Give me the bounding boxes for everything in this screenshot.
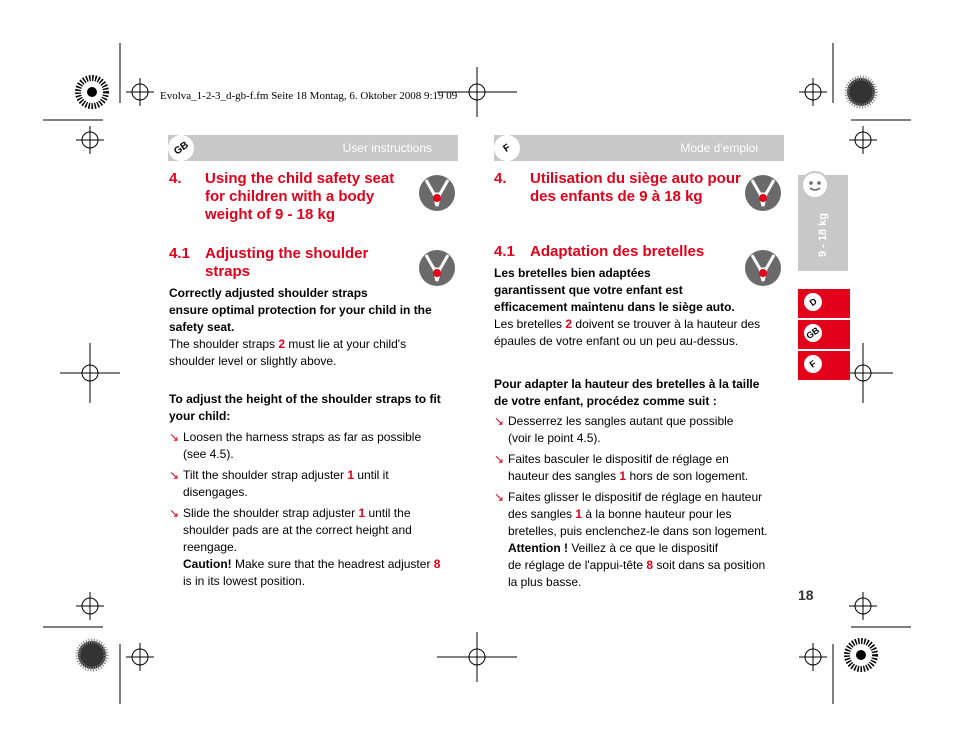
seat-harness-icon bbox=[744, 174, 782, 212]
tab-language-f[interactable]: F bbox=[798, 351, 850, 380]
page-number: 18 bbox=[798, 587, 814, 603]
chapter-title-right: Utilisation du siège auto pour des enfants de 9 à 18 kg bbox=[530, 170, 741, 205]
steps-left bbox=[169, 429, 459, 590]
tab-language-gb[interactable]: GB bbox=[798, 320, 850, 349]
bar-title-left: User instructions bbox=[342, 141, 432, 155]
lang-badge-gb: GB bbox=[168, 135, 194, 161]
section-title-left: Adjusting the shoulder straps bbox=[205, 245, 369, 280]
list-item: ↘ Slide the shoulder strap adjuster 1 until the shoulder pads are at the correct height and reengage. Caution! Make sure that the headrest adjuster 8 is in its lowest position. bbox=[169, 506, 441, 588]
chapter-number-right: 4. bbox=[494, 170, 507, 187]
lang-badge-f: F bbox=[494, 135, 520, 161]
arrow-icon: ↘ bbox=[494, 414, 505, 428]
weight-tab bbox=[798, 175, 848, 271]
section-title-right: Adaptation des bretelles bbox=[530, 243, 705, 260]
section-number-right: 4.1 bbox=[494, 243, 515, 260]
chapter-title-left: Using the child safety seat for children with a body weight of 9 - 18 kg bbox=[205, 170, 395, 223]
howto-left: To adjust the height of the shoulder straps to fit your child: bbox=[169, 392, 441, 423]
bar-title-right: Mode d'emploi bbox=[680, 141, 758, 155]
list-item: ↘ Faites basculer le dispositif de réglage en hauteur des sangles 1 hors de son logement. bbox=[494, 452, 749, 483]
arrow-icon: ↘ bbox=[494, 452, 505, 466]
seat-harness-icon bbox=[418, 249, 456, 287]
howto-right: Pour adapter la hauteur des bretelles à la taille de votre enfant, procédez comme suit : bbox=[494, 377, 760, 408]
intro-left: Correctly adjusted shoulder straps ensure optimal protection for your child in the safety seat. bbox=[169, 286, 432, 334]
intro-right: Les bretelles bien adaptées garantissent que votre enfant est efficacement maintenu dans le siège auto. bbox=[494, 266, 735, 314]
tab-language-d[interactable]: D bbox=[798, 289, 850, 318]
child-face-icon bbox=[800, 170, 830, 200]
weight-label: 9 - 18 kg bbox=[817, 212, 829, 258]
chapter-number-left: 4. bbox=[169, 170, 182, 187]
file-slug: Evolva_1-2-3_d-gb-f.fm Seite 18 Montag, 6. Oktober 2008 9:19 09 bbox=[160, 90, 458, 102]
paragraph-left: The shoulder straps 2 must lie at your child's shoulder level or slightly above. bbox=[169, 337, 407, 368]
section-bar-right bbox=[494, 135, 784, 161]
steps-right bbox=[494, 413, 786, 591]
section-bar-left bbox=[168, 135, 458, 161]
list-item: ↘ Loosen the harness straps as far as possible (see 4.5). bbox=[169, 430, 422, 461]
paragraph-right: Les bretelles 2 doivent se trouver à la hauteur des épaules de votre enfant ou un peu au-dessus. bbox=[494, 317, 761, 348]
seat-harness-icon bbox=[418, 174, 456, 212]
arrow-icon: ↘ bbox=[169, 506, 180, 520]
list-item: ↘ Desserrez les sangles autant que possible (voir le point 4.5). bbox=[494, 414, 734, 445]
list-item: ↘ Faites glisser le dispositif de réglage en hauteur des sangles 1 à la bonne hauteur pour les bretelles, puis enclenchez-le dans son logement. Attention ! Veillez à ce que le dispositif de réglage de l'appui-tête 8 soit dans sa position la plus basse. bbox=[494, 490, 768, 589]
section-number-left: 4.1 bbox=[169, 245, 190, 262]
list-item: ↘ Tilt the shoulder strap adjuster 1 until it disengages. bbox=[169, 468, 389, 499]
arrow-icon: ↘ bbox=[494, 490, 505, 504]
arrow-icon: ↘ bbox=[169, 430, 180, 444]
arrow-icon: ↘ bbox=[169, 468, 180, 482]
